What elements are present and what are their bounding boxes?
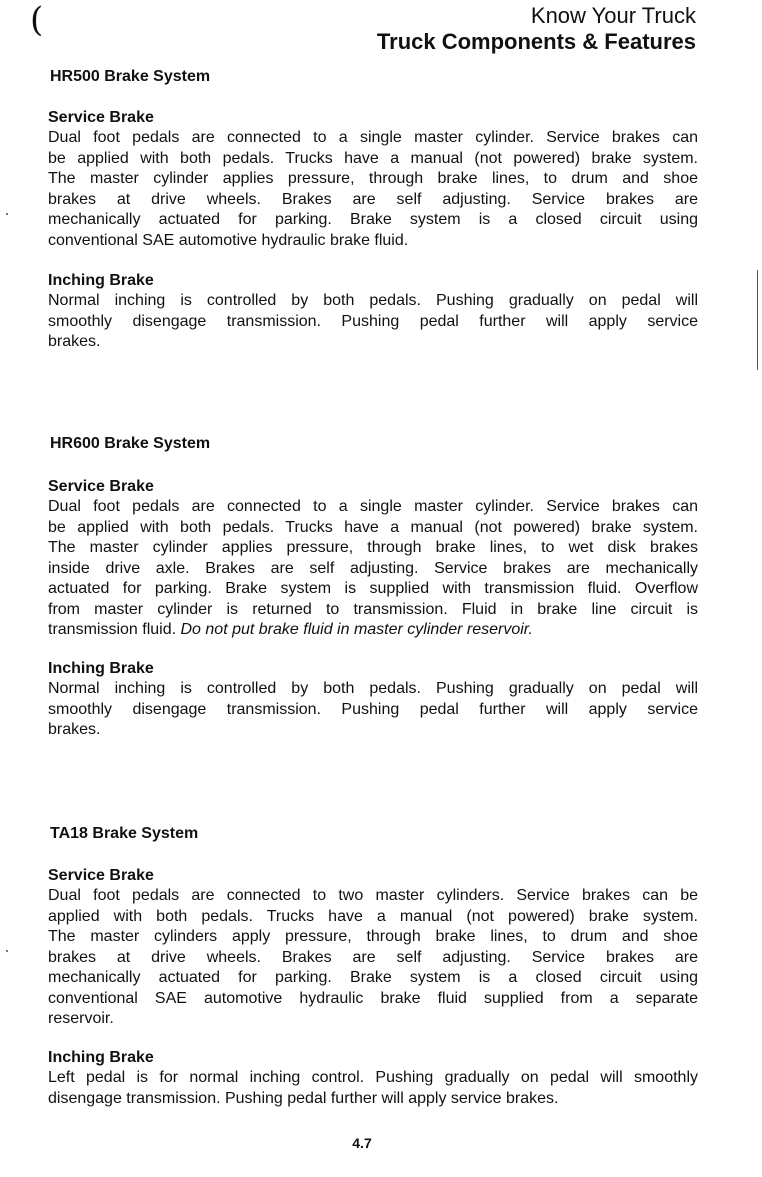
scan-speck — [6, 950, 8, 952]
text-line: Left pedal is for normal inching control. Pushing gradually on pedal will smoothly — [48, 1069, 698, 1086]
text-line: smoothly disengage transmission. Pushing pedal further will apply service — [48, 700, 698, 718]
text-line: conventional SAE automotive hydraulic brake fluid. — [48, 231, 409, 249]
ta18-title: TA18 Brake System — [50, 825, 199, 842]
text-line: be applied with both pedals. Trucks have a manual (not powered) brake system. — [48, 149, 698, 167]
hr600-title: HR600 Brake System — [50, 435, 211, 452]
header-paren: ( — [30, 0, 44, 40]
text-line: mechanically actuated for parking. Brake system is a closed circuit using — [48, 211, 698, 228]
text-line: The master cylinder applies pressure, through brake lines, to wet disk brakes — [48, 539, 698, 556]
scan-speck — [6, 213, 8, 215]
text-line: mechanically actuated for parking. Brake system is a closed circuit using — [48, 969, 698, 986]
fluid-warning: Do not put brake fluid in master cylinder reservoir. — [180, 621, 533, 638]
text-line: Normal inching is controlled by both pedals. Pushing gradually on pedal will — [48, 292, 698, 309]
text-line: The master cylinders apply pressure, through brake lines, to drum and shoe — [48, 928, 698, 945]
section-title: Truck Components & Features — [376, 29, 696, 54]
hr600-service-heading: Service Brake — [48, 478, 154, 495]
hr600-inching-text — [48, 679, 698, 741]
text-line: brakes. — [48, 721, 101, 738]
text-line: reservoir. — [48, 1010, 114, 1027]
text-line: Dual foot pedals are connected to a single master cylinder. Service brakes can — [48, 498, 698, 515]
hr600-service-text — [48, 497, 698, 641]
hr500-inching-heading: Inching Brake — [48, 272, 154, 289]
hr500-service-text — [48, 128, 698, 251]
hr600-inching-heading: Inching Brake — [48, 660, 154, 677]
text-line — [48, 620, 698, 641]
text-fragment: transmission fluid. — [48, 621, 177, 638]
page-edge-rule — [757, 270, 758, 370]
chapter-title: Know Your Truck — [530, 3, 696, 28]
text-line: brakes. — [48, 333, 101, 350]
ta18-inching-heading: Inching Brake — [48, 1049, 154, 1066]
text-line: conventional SAE automotive hydraulic brake fluid supplied from a separate — [48, 989, 698, 1007]
text-line: Dual foot pedals are connected to two master cylinders. Service brakes can be — [48, 887, 698, 904]
hr500-service-heading: Service Brake — [48, 109, 154, 126]
hr500-inching-text — [48, 291, 698, 353]
ta18-service-text — [48, 886, 698, 1030]
text-line: Normal inching is controlled by both pedals. Pushing gradually on pedal will — [48, 680, 698, 697]
text-line: brakes at drive wheels. Brakes are self adjusting. Service brakes are — [48, 190, 698, 208]
ta18-service-heading: Service Brake — [48, 867, 154, 884]
text-line: brakes at drive wheels. Brakes are self adjusting. Service brakes are — [48, 948, 698, 966]
text-line: disengage transmission. Pushing pedal further will apply service brakes. — [48, 1089, 559, 1107]
text-line: from master cylinder is returned to transmission. Fluid in brake line circuit is — [48, 600, 698, 618]
ta18-inching-text — [48, 1068, 698, 1109]
text-line: applied with both pedals. Trucks have a manual (not powered) brake system. — [48, 907, 698, 925]
page-number: 4.7 — [352, 1135, 372, 1151]
text-line: Dual foot pedals are connected to a single master cylinder. Service brakes can — [48, 129, 698, 146]
text-line: smoothly disengage transmission. Pushing pedal further will apply service — [48, 312, 698, 330]
text-line: inside drive axle. Brakes are self adjusting. Service brakes are mechanically — [48, 559, 698, 577]
text-line: be applied with both pedals. Trucks have a manual (not powered) brake system. — [48, 518, 698, 536]
text-line: The master cylinder applies pressure, through brake lines, to drum and shoe — [48, 170, 698, 187]
hr500-title: HR500 Brake System — [50, 68, 211, 85]
text-line: actuated for parking. Brake system is supplied with transmission fluid. Overflow — [48, 580, 698, 597]
